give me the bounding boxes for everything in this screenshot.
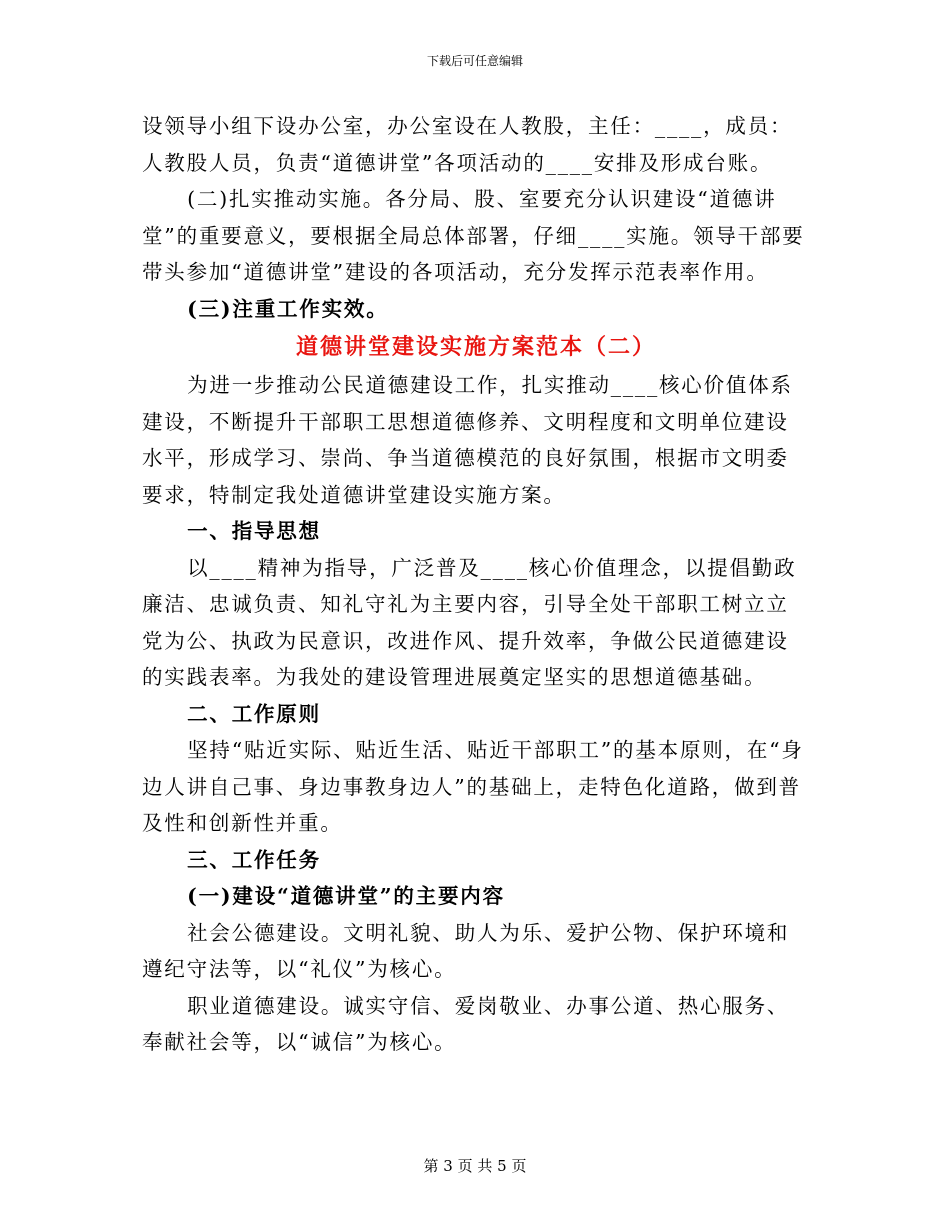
section-title: 道德讲堂建设实施方案范本（二） xyxy=(295,334,656,360)
heading-main-content: (一)建设“道德讲堂”的主要内容 xyxy=(187,884,505,908)
page-number: 第 3 页 共 5 页 xyxy=(423,1157,527,1175)
page-header-note: 下载后可任意编辑 xyxy=(426,54,523,68)
heading-guiding-ideology: 一、指导思想 xyxy=(187,519,321,543)
document-body xyxy=(142,108,810,1061)
paragraph-professional-ethics: 职业道德建设。诚实守信、爱岗敬业、办事公道、热心服务、奉献社会等，以“诚信”为核心。 xyxy=(142,993,790,1054)
heading-work-tasks: 三、工作任务 xyxy=(187,847,321,872)
paragraph-work-principles: 坚持“贴近实际、贴近生活、贴近干部职工”的基本原则，在“身边人讲自己事、身边事教身边人”的基础上，走特色化道路，做到普及性和创新性并重。 xyxy=(142,738,804,835)
paragraph-guiding-ideology: 以____精神为指导，广泛普及____核心价值理念，以提倡勤政廉洁、忠诚负责、知礼守礼为主要内容，引导全处干部职工树立立党为公、执政为民意识，改进作风、提升效率，争做公民道德建设的实践表率。为我处的建设管理进展奠定坚实的思想道德基础。 xyxy=(142,555,797,689)
heading-effectiveness: (三)注重工作实效。 xyxy=(187,296,389,321)
paragraph-intro: 为进一步推动公民道德建设工作，扎实推动____核心价值体系建设，不断提升干部职工思想道德修养、文明程度和文明单位建设水平，形成学习、崇尚、争当道德模范的良好氛围，根据市文明委要求，特制定我处道德讲堂建设实施方案。 xyxy=(142,373,793,507)
paragraph-social-morality: 社会公德建设。文明礼貌、助人为乐、爱护公物、保护环境和遵纪守法等，以“礼仪”为核心。 xyxy=(142,920,790,981)
paragraph-office-setup: 设领导小组下设办公室，办公室设在人教股，主任：____，成员：人教股人员，负责“道德讲堂”各项活动的____安排及形成台账。 xyxy=(142,114,793,175)
heading-work-principles: 二、工作原则 xyxy=(187,701,321,726)
paragraph-implementation: (二)扎实推动实施。各分局、股、室要充分认识建设“道德讲堂”的重要意义，要根据全局总体部署，仔细____实施。领导干部要带头参加“道德讲堂”建设的各项活动，充分发挥示范表率作用。 xyxy=(142,187,805,284)
